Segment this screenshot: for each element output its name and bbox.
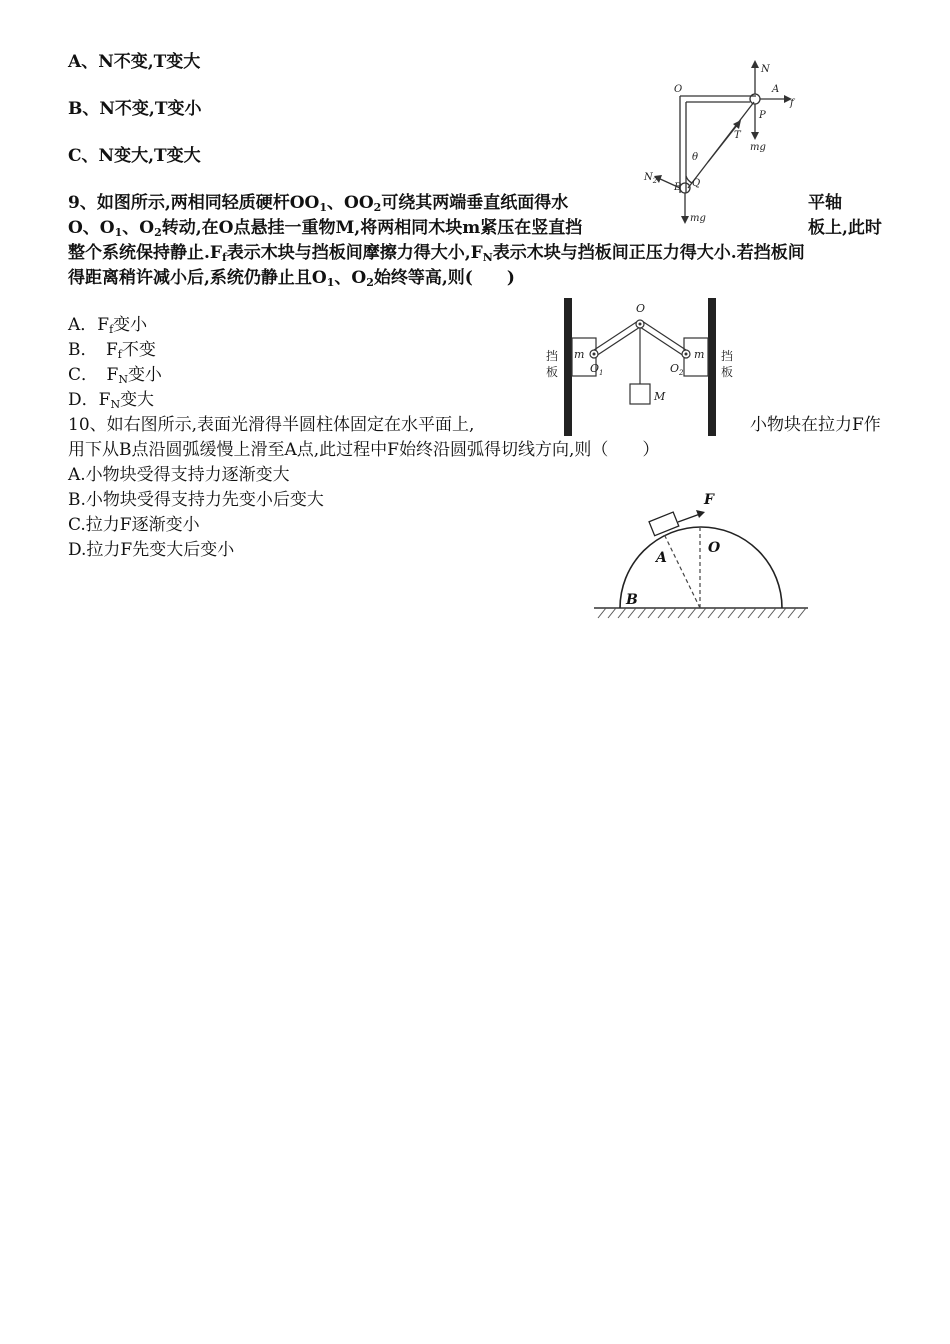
q9-option-b: B． $F_f$不变: [68, 340, 156, 361]
q9-option-c: C． $F_N$变小: [68, 365, 162, 386]
fig1-label-q: Q: [692, 178, 701, 189]
fig2-board-right-char1: 挡: [721, 349, 734, 363]
fig1-label-theta: θ: [692, 152, 699, 163]
q8-option-a: A、N不变,T变大: [68, 52, 201, 72]
q9-stem-line3: 整个系统保持静止$.F_f$表示木块与挡板间摩擦力得大小$,F_N$表示木块与挡板间正压力得大小.若挡板间: [68, 243, 805, 264]
q10-stem-line1-tail: 小物块在拉力F作: [750, 415, 881, 435]
fig3-label-a: A: [656, 550, 667, 566]
fig2-label-o1: $O_1$: [590, 362, 604, 377]
q9-option-a: A．$F_f$变小: [68, 315, 148, 336]
fig1-label-b: B: [674, 182, 682, 193]
q9-stem-line1-tail: 平轴: [808, 193, 842, 213]
q9-stem-line2-tail: 板上,此时: [808, 218, 882, 238]
fig1-label-mg-top: mg: [750, 142, 766, 153]
q10-option-c: C.拉力F逐渐变小: [68, 515, 200, 535]
fig2-label-m-mass: M: [654, 390, 666, 403]
fig1-label-mg-bottom: mg: [690, 213, 706, 224]
figure-semicircle-block: [586, 486, 818, 638]
q10-option-a: A.小物块受得支持力逐渐变大: [68, 465, 290, 485]
fig2-board-left-char2: 板: [546, 365, 559, 379]
fig3-label-f: F: [704, 492, 714, 508]
fig1-label-n2: $N_2$: [644, 172, 658, 185]
fig2-label-o2: $O_2$: [670, 362, 684, 377]
fig2-label-m-left: m: [574, 348, 585, 361]
fig3-label-b: B: [626, 592, 638, 608]
q8-option-b: B、N不变,T变小: [68, 99, 202, 119]
q9-stem-line1: 9、如图所示,两相同轻质硬杆$OO_1$、$OO_2$可绕其两端垂直纸面得水: [68, 193, 569, 214]
q9-stem-line4: 得距离稍许减小后,系统仍静止且$O_1$、$O_2$始终等高,则( ): [68, 268, 515, 289]
figure-boards-rods: [540, 296, 750, 440]
fig1-label-f: f: [790, 98, 794, 109]
q10-option-b: B.小物块受得支持力先变小后变大: [68, 490, 324, 510]
q9-option-d: D．$F_N$变大: [68, 390, 155, 411]
q8-option-c: C、N变大,T变大: [68, 146, 201, 166]
fig2-label-o: O: [636, 302, 646, 315]
fig1-label-a: A: [772, 84, 780, 95]
q10-option-d: D.拉力F先变大后变小: [68, 540, 235, 560]
fig2-board-left-char1: 挡: [546, 349, 559, 363]
fig1-label-t: T: [734, 130, 741, 141]
fig2-board-right-char2: 板: [721, 365, 734, 379]
fig1-label-n: N: [761, 64, 770, 75]
fig1-label-p: P: [759, 110, 766, 121]
fig3-label-o: O: [708, 540, 721, 556]
figure-l-frame-forces: [630, 58, 810, 230]
q10-stem-line2: 用下从B点沿圆弧缓慢上滑至A点,此过程中F始终沿圆弧得切线方向,则（ ）: [68, 440, 660, 460]
q9-stem-line2: O、$O_1$、$O_2$转动,在O点悬挂一重物M,将两相同木块m紧压在竖直挡: [68, 218, 583, 239]
fig1-label-o: O: [674, 84, 683, 95]
fig2-label-m-right: m: [694, 348, 705, 361]
q10-stem-line1: 10、如右图所示,表面光滑得半圆柱体固定在水平面上,: [68, 415, 475, 435]
